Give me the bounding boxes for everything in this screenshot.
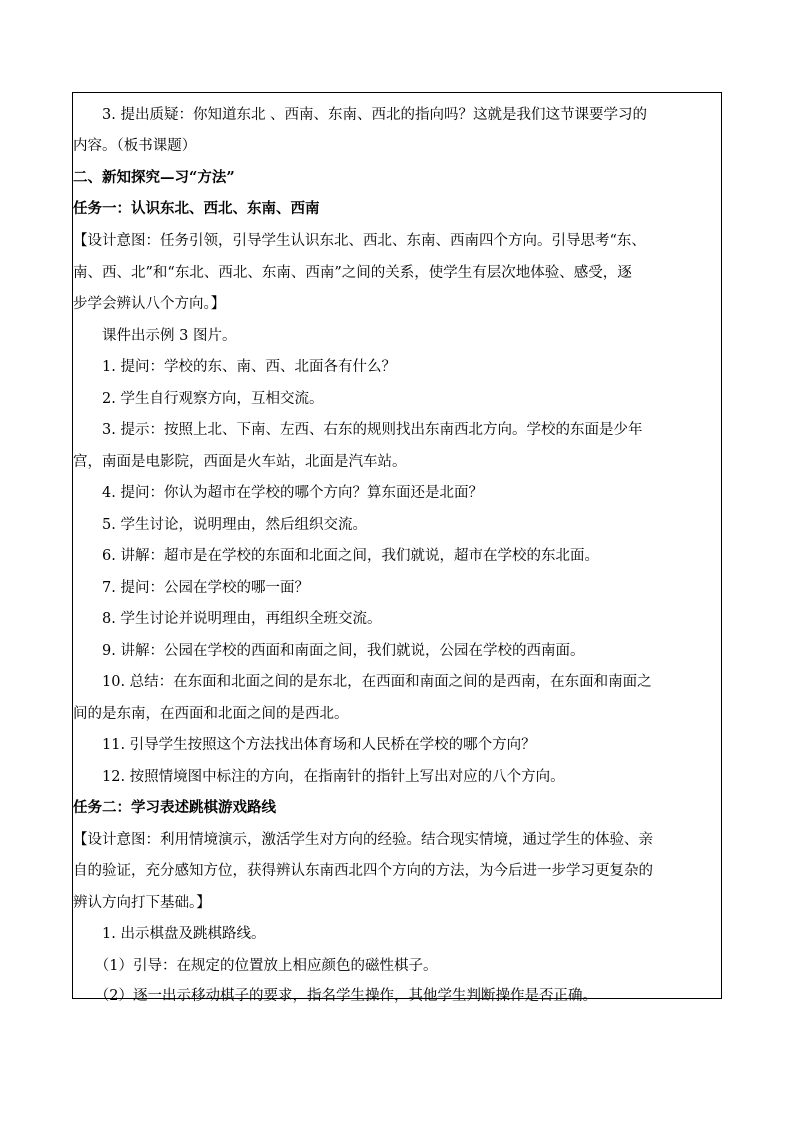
task-heading: 任务二：学习表述跳棋游戏路线 — [73, 799, 276, 816]
text-line: 1. 提问：学校的东、南、西、北面各有什么？ — [73, 359, 396, 375]
text-line: 【设计意图：利用情境演示，激活学生对方向的经验。结合现实情境，通过学生的体验、亲 — [73, 832, 653, 848]
text-line: 9. 讲解：公园在学校的西面和南面之间，我们就说，公园在学校的西南面。 — [73, 643, 585, 659]
text-line: 11. 引导学生按照这个方法找出体育场和人民桥在学校的哪个方向？ — [73, 737, 536, 753]
text-line: （1）引导：在规定的位置放上相应颜色的磁性棋子。 — [73, 958, 438, 974]
text-line: 辨认方向打下基础。】 — [73, 895, 211, 911]
text-line: 3. 提出质疑：你知道东北 、西南、东南、西北的指向吗？这就是我们这节课要学习的 — [73, 107, 648, 123]
text-line: 4. 提问：你认为超市在学校的哪个方向？算东面还是北面？ — [73, 485, 483, 501]
text-line: 1. 出示棋盘及跳棋路线。 — [73, 926, 266, 942]
text-line: 2. 学生自行观察方向，互相交流。 — [73, 391, 324, 407]
text-line: 3. 提示：按照上北、下南、左西、右东的规则找出东南西北方向。学校的东面是少年 — [73, 422, 643, 438]
text-line: （2）逐一出示移动棋子的要求，指名学生操作，其他学生判断操作是否正确。 — [73, 988, 597, 1004]
text-line: 5. 学生讨论，说明理由，然后组织交流。 — [73, 517, 367, 533]
text-line: 8. 学生讨论并说明理由，再组织全班交流。 — [73, 611, 382, 627]
text-line: 7. 提问：公园在学校的哪一面？ — [73, 580, 309, 596]
text-line: 宫，南面是电影院，西面是火车站，北面是汽车站。 — [73, 454, 407, 470]
section-heading: 二、新知探究—习“方法” — [73, 169, 235, 186]
lesson-plan-table-cell — [72, 92, 722, 1004]
task-heading: 任务一：认识东北、西北、东南、西南 — [73, 200, 320, 217]
text-line: 南、西、北”和“东北、西北、东南、西南”之间的关系，使学生有层次地体验、感受，逐 — [73, 265, 632, 281]
text-line: 自的验证，充分感知方位，获得辨认东南西北四个方向的方法，为今后进一步学习更复杂的 — [73, 863, 653, 879]
text-line: 课件出示例 3 图片。 — [73, 328, 237, 344]
text-line: 【设计意图：任务引领，引导学生认识东北、西北、东南、西南四个方向。引导思考“东、 — [73, 233, 646, 249]
text-line: 10. 总结：在东面和北面之间的是东北，在西面和南面之间的是西南，在东面和南面之 — [73, 674, 652, 690]
text-line: 内容。（板书课题） — [73, 138, 197, 154]
text-line: 步学会辨认八个方向。】 — [73, 296, 226, 312]
text-line: 间的是东南，在西面和北面之间的是西北。 — [73, 706, 349, 722]
text-line: 12. 按照情境图中标注的方向，在指南针的指针上写出对应的八个方向。 — [73, 769, 565, 785]
text-line: 6. 讲解：超市是在学校的东面和北面之间，我们就说，超市在学校的东北面。 — [73, 548, 599, 564]
